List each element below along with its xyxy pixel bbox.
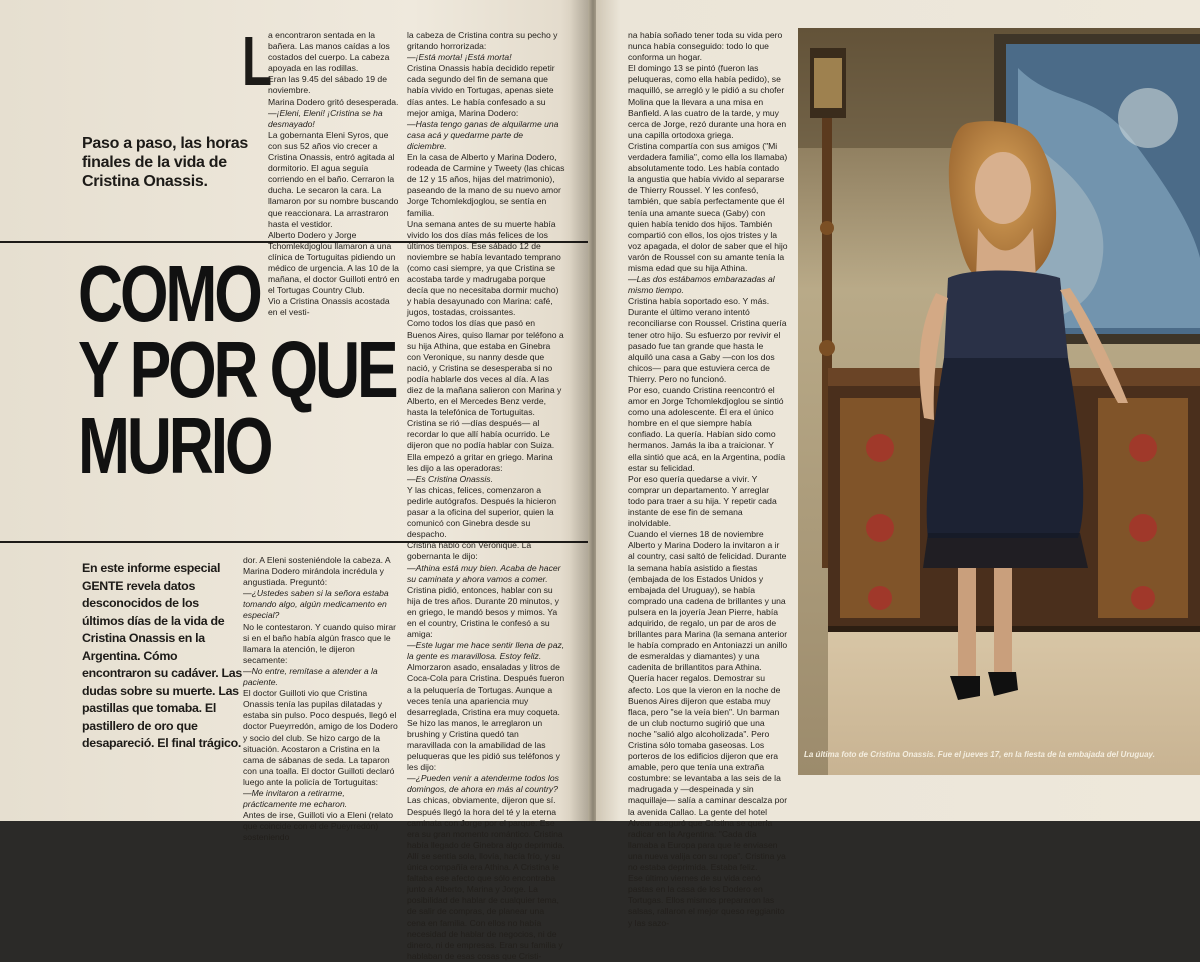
paragraph: Cuando el viernes 18 de noviembre Alberto y Marina Dodero la invitaron a ir al country, casi saltó de felicidad. Durante la semana había asistido a fiestas (embajada de los Estados Unidos y embajada del Uruguay), se había comprado una cadena de brillantes y una pulsera en la joyería Jean Pierre, había adquirido, de regalo, un par de aros de brillantes para Marina (la semana anterior le había comprado en Antoniazzi un anillo de esmeraldas y diamantes) y una cadenita de brillantitos para Athina. Quería hacer regalos. Demostrar su afecto. Los que la vieron en la noche de Buenos Aires dijeron que estaba muy flaca, pero "se la veía bien". Un barman de un club nocturno sugirió que una noche "salió algo alcoholizada". Pero Cristina sólo tomaba gaseosas. Los porteros de los edificios dijeron que era amable, pero que tenía una extraña costumbre: se levantaba a las seis de la madrugada y —despeinada y sin maquillaje— salía a caminar descalza por la avenida Callao. La gente del hotel Alvear aseguró que Cristina se quería radicar en la Argentina: "Cada día llamaba a Europa para que le enviasen una nueva valija con su ropa". Cristina ya no estaba deprimida. Estaba feliz.: [628, 529, 788, 873]
headline-line-2: Y POR QUE: [78, 325, 396, 414]
paragraph: Cristina compartía con sus amigos ("Mi verdadera familia", como ella los llamaba) absolutamente todo. Les había contado la angustia que había vivido al separarse de Thierry Roussel. Y les confesó, también, que sabía perfectamente que él tenía una amante sueca (Gaby) con quien había tenido dos hijos. También compartió con ellos, los ojos tristes y la voz apagada, el dolor de saber que el hijo varón de Roussel con su amante tenía la misma edad que su hija Athina.: [628, 140, 788, 273]
paragraph: Marina Dodero gritó desesperada.: [268, 96, 399, 107]
kicker: Paso a paso, las horas finales de la vida de Cristina Onassis.: [82, 135, 248, 190]
paragraph: Por eso, cuando Cristina reencontró el amor en Jorge Tchomlekdjoglou se sintió como una adolescente. Él era el único hombre en el que siempre había confiado. La quería. Habían sido como hermanos. Jamás la iba a traicionar. Y ella sintió que acá, en la Argentina, podía estar su felicidad.: [628, 385, 786, 473]
paragraph: Una semana antes de su muerte había vivido los dos días más felices de los últimos tiempos. Ese sábado 12 de noviembre se había levantado temprano (como casi siempre, ya que Cristina se acostaba tarde y madrugaba porque decía que no necesitaba dormir mucho) y había desayunado con Marina: café, jugos, tostadas, croissantes.: [407, 218, 561, 318]
paragraph: na había soñado tener toda su vida pero nunca había conseguido: todo lo que conforma un hogar.: [628, 30, 783, 63]
paragraph-quote: —Hasta tengo ganas de alquilarme una casa acá y quedarme parte de diciembre.: [407, 118, 559, 151]
body-column-3: [628, 30, 788, 928]
paragraph: Las chicas, obviamente, dijeron que sí.: [407, 795, 556, 806]
paragraph: a encontraron sentada en la bañera. Las manos caídas a los costados del cuerpo. La cabeza apoyada en las rodillas.: [268, 30, 390, 74]
left-page: [0, 0, 590, 961]
paragraph-quote: —Este lugar me hace sentir llena de paz, la gente es maravillosa. Estoy feliz.: [407, 640, 565, 662]
paragraph: Antes de irse, Guilloti vio a Eleni (relato que coincide con el de Pueyrredón) sosteniendo: [243, 810, 393, 843]
paragraph: Cristina Onassis había decidido repetir cada segundo del fin de semana que había vivido en Tortugas, apenas siete días antes. Le había confesado a su mejor amiga, Marina Dodero:: [407, 63, 555, 118]
fold-shadow-left: [570, 0, 588, 821]
drop-cap: L: [242, 22, 272, 100]
paragraph-quote: —No entre, remítase a atender a la paciente.: [243, 665, 378, 688]
body-column-1-bottom: [243, 555, 400, 843]
paragraph: La gobernanta Eleni Syros, que con sus 52 años vio crecer a Cristina Onassis, entró agitada al dormitorio. El agua seguía corriendo en el baño. Cerraron la ducha. Le secaron la cara. La llamaron por su nombre buscando que reaccionara. La arrastraron hasta el vestidor.: [268, 129, 399, 229]
paragraph-quote: —¡Eleni, Eleni! ¡Cristina se ha desmayado!: [268, 107, 383, 129]
paragraph: Vio a Cristina Onassis acostada en el vesti-: [268, 296, 390, 318]
paragraph: En la casa de Alberto y Marina Dodero, rodeada de Carmine y Tweety (las chicas de 12 y 15 años, hijas del matrimonio), paseando de la mano de su nuevo amor Jorge Tchomlekdjoglou, se sentía en familia.: [407, 152, 565, 218]
photo-cristina-onassis: [798, 28, 1200, 775]
paragraph-quote: —Athina está muy bien. Acaba de hacer su caminata y ahora vamos a comer.: [407, 562, 561, 584]
paragraph-quote: —¡Está morta! ¡Está morta!: [407, 52, 512, 63]
paragraph: Cristina habló con Veronique. La gobernanta le dijo:: [407, 540, 532, 562]
headline-line-1: COMO: [78, 249, 260, 338]
paragraph-quote: —Las dos estábamos embarazadas al mismo tiempo.: [628, 274, 775, 296]
paragraph-quote: —¿Ustedes saben si la señora estaba tomando algo, algún medicamento en especial?: [243, 588, 389, 621]
headline-line-3: MURIO: [78, 401, 271, 490]
paragraph: Y las chicas, felices, comenzaron a pedirle autógrafos. Después la hicieron pasar a la oficina del superior, quien la comunicó con Ginebra desde su despacho.: [407, 484, 557, 540]
photo-caption: La última foto de Cristina Onassis. Fue el jueves 17, en la fiesta de la embajada del Uruguay.: [804, 750, 1155, 759]
paragraph: la cabeza de Cristina contra su pecho y gritando horrorizada:: [407, 30, 558, 52]
photo-illustration: [798, 28, 1200, 775]
paragraph: Cristina había soportado eso. Y más. Durante el último verano intentó reconciliarse con Roussel. Cristina quería tener otro hijo. Su esfuerzo por revivir el pasado fue tan grande que hasta le alquiló una casa a Gaby —con los dos chicos— para que estuviera cerca de Thierry. Pero no funcionó.: [628, 296, 787, 384]
paragraph: El domingo 13 se pintó (fueron las peluqueras, como ella había pedido), se maquilló, se arregló y le pidió a su chofer Molina que la llevara a una misa en Banfield. A las cuatro de la tarde, y muy cerca de Jorge, rezó durante una hora en una capilla ortodoxa griega.: [628, 63, 787, 140]
paragraph: Como todos los días que pasó en Buenos Aires, quiso llamar por teléfono a su hija Athina, que estaba en Ginebra con Veronique, su nanny desde que nació, y Cristina se desesperaba si no podía hablarle dos veces al día. A las diez de la mañana salieron con Marina y Alberto, en el Mercedes Benz verde, hasta la telefónica de Tortuguitas. Cristina se rió —días después— al recordar lo que allí había ocurrido. Le dijeron que no podía hablar con Suiza. Ella empezó a gritar en griego. Marina les dijo a las operadoras:: [407, 318, 564, 473]
paragraph: Almorzaron asado, ensaladas y litros de Coca-Cola para Cristina. Después fueron a la peluquería de Tortugas. Aunque a veces tenía una apariencia muy desarreglada, Cristina era muy coqueta. Se hizo las manos, le arreglaron un brushing y Cristina quedó tan maravillada con la amabilidad de las peluqueras que les pidió sus teléfonos y les dijo:: [407, 662, 565, 773]
paragraph: Eran las 9.45 del sábado 19 de noviembre.: [268, 74, 387, 96]
paragraph-quote: —Me invitaron a retirarme, prácticamente me echaron.: [243, 787, 348, 810]
paragraph: No le contestaron. Y cuando quiso mirar si en el baño había algún frasco que le llamara la atención, le dijeron secamente:: [243, 621, 397, 665]
body-column-2: [407, 30, 565, 961]
body-column-1-top: [268, 30, 400, 318]
paragraph: El doctor Guilloti vio que Cristina Onassis tenía las pupilas dilatadas y estaba sin pulso. Poco después, llegó el doctor Pueyrredón, amigo de los Dodero y socio del club. Se hizo cargo de la situación. Acostaron a Cristina en la cama de sábanas de seda. La taparon con una toalla. El doctor Guilloti declaró luego ante la policía de Tortuguitas:: [243, 688, 398, 787]
paragraph: Cristina pidió, entonces, hablar con su hija de tres años. Durante 20 minutos, y en griego, le mandó besos y mimos. Ya en el country, Cristina le confesó a su amiga:: [407, 584, 559, 640]
paragraph: dor. A Eleni sosteniéndole la cabeza. A Marina Dodero mirándola incrédula y angustiada. Preguntó:: [243, 555, 391, 588]
paragraph-quote: —¿Pueden venir a atenderme todos los domingos, de ahora en más al country?: [407, 773, 559, 795]
paragraph: Después llegó la hora del té y la eterna caminata con Jorge por el parque. Ese era su gran momento romántico. Cristina había llegado de Ginebra algo deprimida. Allí se sentía sola, llovía, hacía frío, y su única compañía era Athina. A Cristina le faltaba ese afecto que sólo encontraba junto a Alberto, Marina y Jorge. La posibilidad de hablar de cualquier tema, de salir de compras, de planear una cena en familia. Con ellos no había necesidad de hablar de negocios, ni de dinero, ni de empresas. Eran su familia y hablaban de esas cosas que Cristi-: [407, 806, 565, 961]
paragraph: Por eso quería quedarse a vivir. Y comprar un departamento. Y arreglar todo para traer a su hija. Y repetir cada instante de ese fin de semana inolvidable.: [628, 473, 777, 529]
paragraph: Alberto Dodero y Jorge Tchomlekdjoglou llamaron a una clínica de Tortuguitas pidiendo un médico de urgencia. A las 10 de la mañana, el doctor Guilloti entró en el Tortugas Country Club.: [268, 229, 400, 296]
paragraph: Ese último viernes de su vida cenó pastas en la casa de los Dodero en Tortugas. Ellos mismos prepararon las salsas, rallaron el mejor queso reggianito y las sazo-: [628, 873, 785, 928]
deck: En este informe especial GENTE revela datos desconocidos de los últimos días de la vida de Cristina Onassis en la Argentina. Cómo encontraron su cadáver. Las dudas sobre su muerte. Las pastillas que tomaba. El pastillero de oro que desapareció. El final trágico.: [82, 561, 242, 750]
paragraph-quote: —Es Cristina Onassis.: [407, 473, 493, 484]
